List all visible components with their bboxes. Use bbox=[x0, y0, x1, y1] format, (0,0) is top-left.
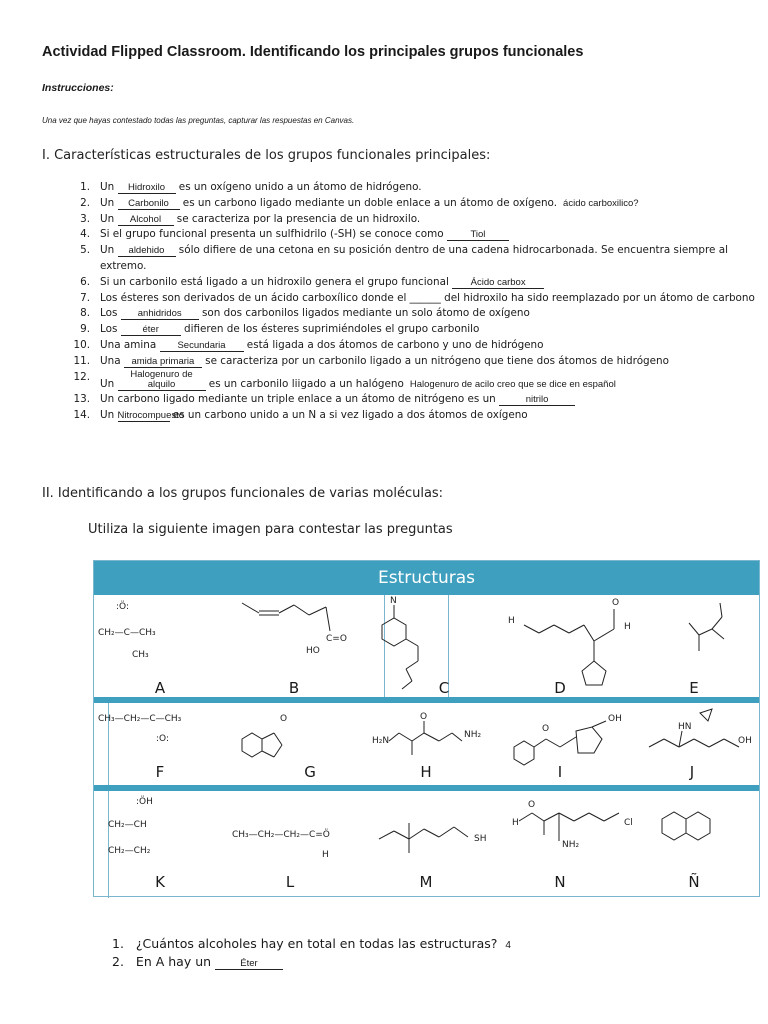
question-item bbox=[66, 354, 756, 370]
label-j-oh: OH bbox=[738, 736, 752, 746]
label-j-hn: HN bbox=[678, 722, 692, 732]
question-item bbox=[66, 275, 756, 291]
question-text: es un carbono ligado mediante un doble enlace a un átomo de oxígeno. bbox=[179, 196, 558, 209]
label-k-ch2a: CH₂—CH bbox=[108, 820, 147, 830]
question-text: Un bbox=[100, 196, 118, 209]
question-item bbox=[66, 408, 756, 424]
question-number: 7. bbox=[80, 291, 90, 304]
question-item bbox=[66, 306, 756, 322]
label-h-h2n: H₂N bbox=[372, 736, 390, 746]
question-text: Un bbox=[100, 377, 118, 390]
section2-subheading: Utiliza la siguiente imagen para contestar las preguntas bbox=[88, 522, 453, 537]
label-n-o: O bbox=[528, 800, 536, 810]
label-c-n: N bbox=[390, 596, 397, 606]
letter-k: K bbox=[155, 873, 165, 891]
letter-f: F bbox=[155, 763, 165, 781]
question-number: 8. bbox=[80, 307, 90, 320]
label-a-top: :Ö: bbox=[116, 602, 129, 612]
question-text: Los bbox=[100, 307, 121, 320]
question-number: 3. bbox=[80, 212, 90, 225]
label-m-sh: SH bbox=[474, 834, 487, 844]
question-1 bbox=[112, 936, 511, 951]
question-number: 1. bbox=[80, 181, 90, 193]
question-item bbox=[66, 196, 756, 212]
question-2-answer[interactable]: Éter bbox=[215, 959, 283, 970]
question-1-text: ¿Cuántos alcoholes hay en total en todas las estructuras? bbox=[135, 936, 498, 951]
page-title: Actividad Flipped Classroom. Identificando los principales grupos funcionales bbox=[42, 44, 584, 60]
panel-title: Estructuras bbox=[377, 568, 476, 588]
label-d-h: H bbox=[508, 616, 515, 626]
question-2-num: 2. bbox=[112, 954, 124, 969]
answer-note: Halogenuro de acilo creo que se dice en español bbox=[409, 378, 616, 390]
question-text: Una bbox=[100, 354, 124, 367]
label-h-nh2: NH₂ bbox=[464, 730, 482, 740]
label-n-cl: Cl bbox=[624, 818, 633, 828]
letter-i: I bbox=[557, 763, 563, 781]
question-item bbox=[66, 227, 756, 243]
letter-enye: Ñ bbox=[688, 873, 700, 891]
answer-field[interactable]: anhidridos bbox=[121, 309, 199, 320]
answer-field[interactable]: Hidroxilo bbox=[118, 183, 176, 194]
label-i-oh: OH bbox=[608, 714, 622, 724]
question-number: 2. bbox=[80, 196, 90, 209]
answer-note: ácido carboxilico? bbox=[563, 197, 639, 209]
letter-l: L bbox=[285, 873, 295, 891]
question-text: es un oxígeno unido a un átomo de hidrógeno. bbox=[175, 181, 422, 193]
label-a-bot: CH₃ bbox=[132, 650, 149, 660]
label-n-nh2: NH₂ bbox=[562, 840, 580, 850]
answer-field[interactable]: Nitrocompuesto bbox=[117, 410, 185, 422]
label-h-o: O bbox=[420, 712, 428, 722]
label-b-o: C=O bbox=[326, 634, 347, 644]
section2-heading: II. Identificando a los grupos funcionales de varias moléculas: bbox=[42, 486, 444, 501]
label-f-chain: CH₃—CH₂—C—CH₃ bbox=[98, 714, 182, 724]
label-n-h: H bbox=[512, 818, 519, 828]
section1-heading: I. Características estructurales de los grupos funcionales principales: bbox=[42, 148, 491, 163]
question-item bbox=[66, 392, 756, 408]
answer-field[interactable]: éter bbox=[121, 325, 181, 336]
question-number: 11. bbox=[73, 354, 90, 367]
letter-b: B bbox=[288, 679, 300, 697]
label-k-oh: :ÖH bbox=[136, 797, 153, 807]
question-item bbox=[66, 338, 756, 354]
question-text: Los ésteres son derivados de un ácido carboxílico donde el ______ del hidroxilo ha sido reemplazado por un átomo de carbono bbox=[100, 291, 755, 304]
answer-field[interactable]: nitrilo bbox=[499, 395, 575, 406]
question-item bbox=[66, 180, 756, 196]
question-number: 6. bbox=[80, 275, 90, 288]
question-text: sólo difiere de una cetona en su posición dentro de una cadena hidrocarbonada. Se encuentra siempre al extremo. bbox=[100, 244, 728, 272]
question-text: Un bbox=[100, 244, 118, 257]
letter-e: E bbox=[689, 679, 699, 697]
question-item bbox=[66, 212, 756, 228]
letter-c: C bbox=[438, 679, 450, 697]
question-text: Los bbox=[100, 323, 121, 336]
question-2-text: En A hay un bbox=[135, 954, 216, 969]
label-a-mid: CH₂—C—CH₃ bbox=[98, 628, 156, 638]
question-text: Una amina bbox=[100, 338, 160, 351]
answer-field[interactable]: aldehido bbox=[118, 246, 176, 257]
label-l-chain: CH₃—CH₂—CH₂—C=Ö bbox=[232, 830, 330, 840]
answer-field[interactable]: Halogenuro de alquilo bbox=[118, 370, 206, 391]
structures-drawing bbox=[94, 561, 759, 896]
question-item bbox=[66, 291, 756, 307]
answer-field[interactable]: Alcohol bbox=[118, 215, 174, 226]
question-text: Un carbono ligado mediante un triple enlace a un átomo de nitrógeno es un bbox=[100, 393, 500, 406]
question-text: son dos carbonilos ligados mediante un solo átomo de oxígeno bbox=[198, 307, 530, 320]
question-number: 13. bbox=[73, 393, 90, 406]
letter-j: J bbox=[689, 763, 695, 781]
question-text: Si un carbonilo está ligado a un hidroxilo genera el grupo funcional bbox=[100, 275, 453, 288]
answer-field[interactable]: Ácido carbox bbox=[452, 278, 544, 289]
question-2 bbox=[112, 954, 283, 970]
question-text: Si el grupo funcional presenta un sulfhidrilo (-SH) se conoce como bbox=[100, 228, 447, 241]
label-f-o: :O: bbox=[156, 734, 169, 744]
question-text: es un carbonilo liigado a un halógeno bbox=[205, 377, 404, 390]
question-number: 14. bbox=[73, 409, 90, 422]
label-b-ho: HO bbox=[306, 646, 320, 656]
letter-n: N bbox=[554, 873, 566, 891]
letter-h: H bbox=[420, 763, 432, 781]
instructions-text: Una vez que hayas contestado todas las preguntas, capturar las respuestas en Canvas. bbox=[42, 116, 355, 125]
question-item bbox=[66, 243, 756, 275]
letter-d: D bbox=[554, 679, 566, 697]
question-number: 12. bbox=[73, 370, 90, 383]
answer-field[interactable]: amida primaria bbox=[124, 357, 202, 368]
question-text: se caracteriza por la presencia de un hidroxilo. bbox=[173, 212, 421, 225]
question-text: difieren de los ésteres suprimiéndoles el grupo carbonilo bbox=[180, 323, 480, 336]
question-text: Un bbox=[100, 181, 118, 193]
question-1-num: 1. bbox=[112, 936, 124, 951]
question-text: Un bbox=[100, 409, 118, 422]
label-d-o: O bbox=[612, 598, 620, 608]
question-text: está ligada a dos átomos de carbono y uno de hidrógeno bbox=[243, 338, 544, 351]
question-number: 4. bbox=[80, 228, 90, 241]
label-k-ch2b: CH₂—CH₂ bbox=[108, 846, 151, 856]
question-list bbox=[66, 180, 756, 424]
label-g-o: O bbox=[280, 714, 288, 724]
answer-field[interactable]: Tiol bbox=[447, 230, 509, 241]
question-item bbox=[66, 370, 756, 393]
instructions-heading: Instrucciones: bbox=[42, 82, 114, 94]
structures-panel bbox=[93, 560, 760, 897]
question-item bbox=[66, 322, 756, 338]
label-d-h2: H bbox=[624, 622, 631, 632]
answer-field[interactable]: Secundaria bbox=[160, 341, 244, 352]
label-i-o: O bbox=[542, 724, 550, 734]
letter-a: A bbox=[154, 679, 166, 697]
label-l-h: H bbox=[322, 850, 329, 860]
letter-m: M bbox=[419, 873, 433, 891]
question-text: es un carbono unido a un N a si vez ligado a dos átomos de oxígeno bbox=[169, 409, 528, 422]
question-text: Un bbox=[100, 212, 118, 225]
letter-g: G bbox=[304, 763, 316, 781]
question-text: se caracteriza por un carbonilo ligado a un nitrógeno que tiene dos átomos de hidrógeno bbox=[201, 354, 669, 367]
question-number: 9. bbox=[80, 323, 90, 336]
question-number: 5. bbox=[80, 244, 90, 257]
answer-field[interactable]: Carbonilo bbox=[118, 199, 180, 210]
question-1-answer[interactable]: 4 bbox=[505, 940, 511, 951]
question-number: 10. bbox=[73, 338, 90, 351]
